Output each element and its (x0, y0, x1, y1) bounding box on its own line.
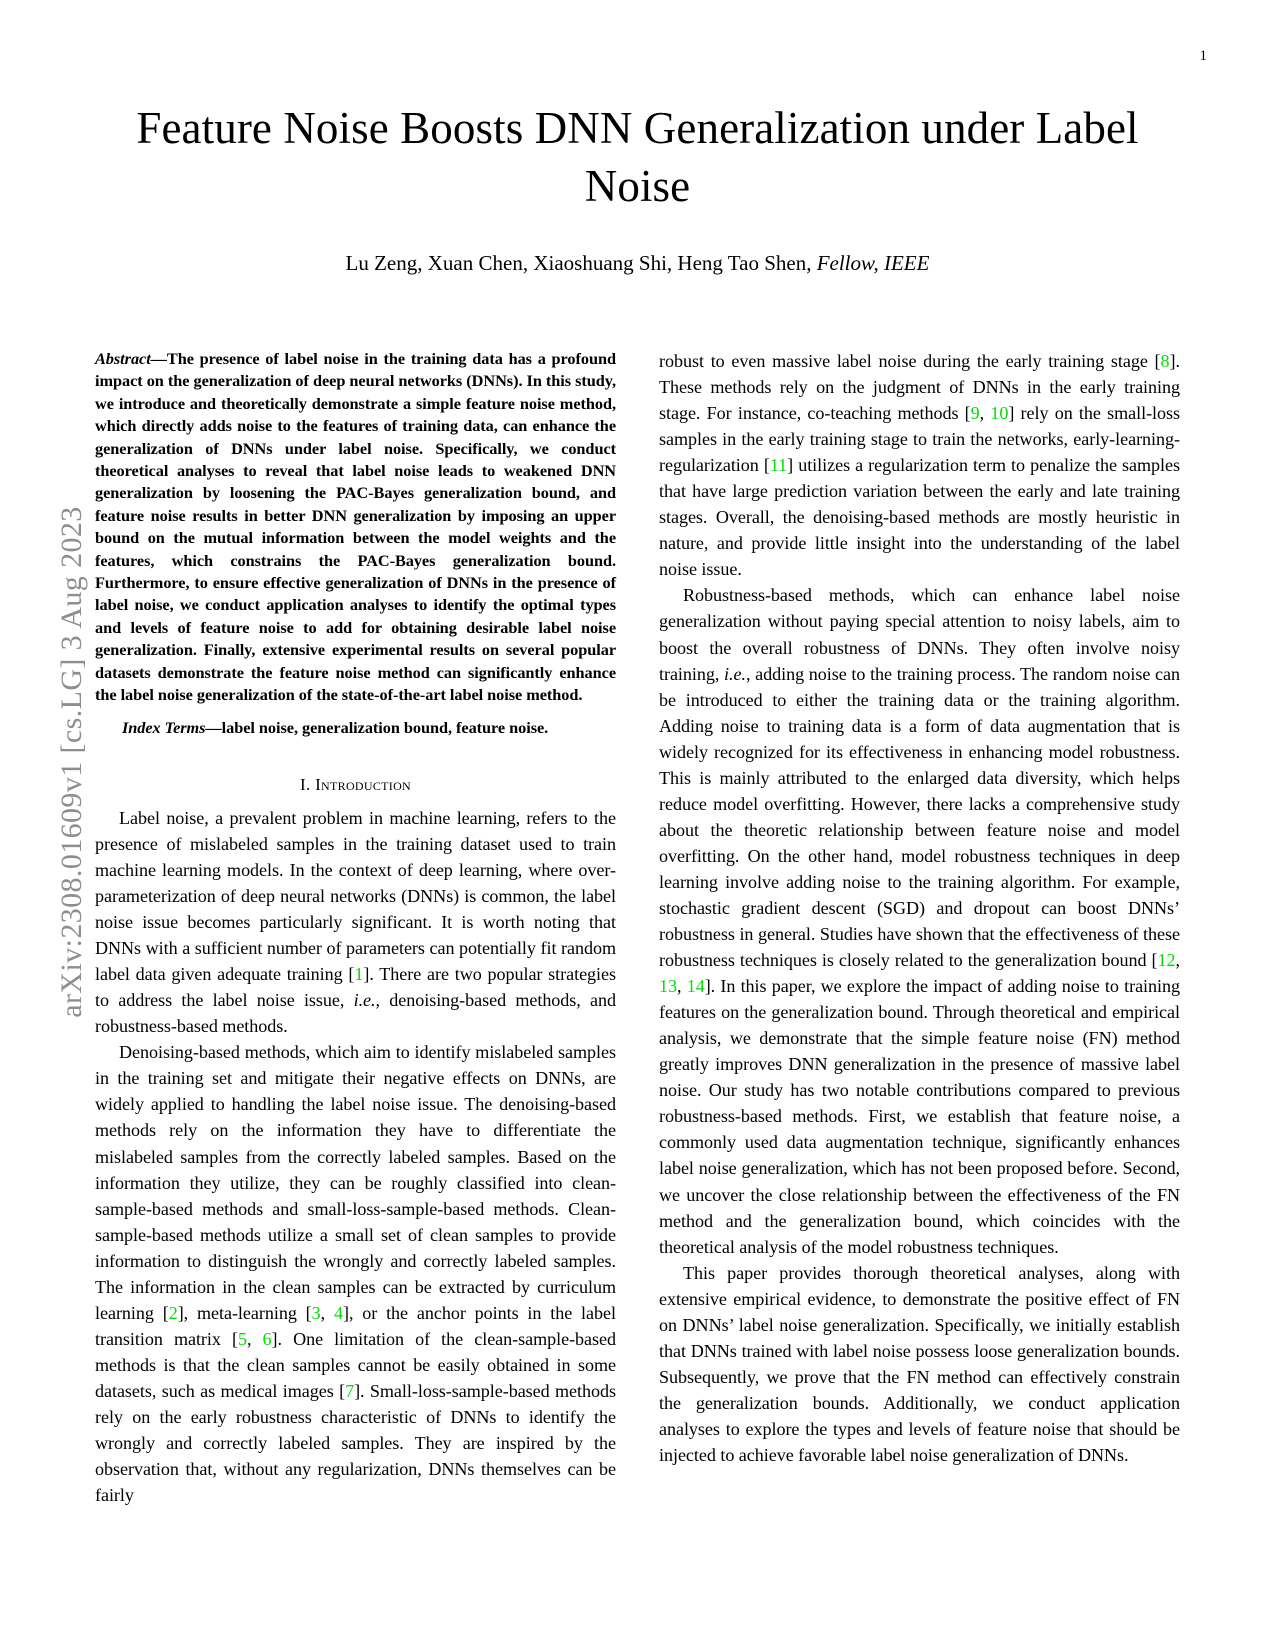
paragraph-text: , (1175, 950, 1180, 971)
citation-link[interactable]: 7 (345, 1380, 355, 1401)
page-number: 1 (1199, 48, 1207, 64)
citation-link[interactable]: 4 (333, 1302, 343, 1323)
citation-link[interactable]: 11 (769, 455, 788, 476)
right-column-paragraphs (659, 348, 1180, 1468)
section-name: Introduction (315, 774, 411, 794)
title-block (105, 100, 1170, 276)
paragraph-text: ]. There are two popular strategies to address the label noise issue, (95, 964, 616, 1011)
body-columns (95, 348, 1180, 1578)
paragraph-text: ]. In this paper, we explore the impact of adding noise to training features on the generalization bound. Through theoretical and empirical analysis, we demonstrate that the simple feature noise (FN) method greatly improves DNN generalization in the presence of massive label noise. Our study has two notable contributions compared to previous robustness-based methods. First, we establish that feature noise, a commonly used data augmentation technique, significantly enhances label noise generalization, which has not been proposed before. Second, we uncover the close relationship between the effectiveness of the FN method and the generalization bound, which coincides with the theoretical analysis of the model robustness techniques. (659, 976, 1180, 1257)
left-column-paragraphs (95, 805, 616, 1508)
body-paragraph (95, 805, 616, 1039)
paragraph-text: Robustness-based methods, which can enhance label noise generalization without paying special attention to noisy labels, aim to boost the overall robustness of DNNs. They often involve noisy training, (659, 585, 1180, 684)
section-heading-introduction (95, 775, 616, 795)
section-numeral: I. (300, 774, 311, 794)
index-terms-paragraph (95, 717, 616, 739)
emphasis-text: i.e., (724, 663, 751, 684)
paragraph-text: ]. These methods rely on the judgment of DNNs in the early training stage. For instance, co-teaching methods [ (659, 351, 1180, 424)
citation-link[interactable]: 9 (970, 403, 980, 424)
paragraph-text: ]. One limitation of the clean-sample-based methods is that the clean samples cannot be easily obtained in some datasets, such as medical images [ (95, 1328, 617, 1401)
index-terms-label: Index Terms (122, 717, 206, 737)
abstract-paragraph (95, 348, 616, 707)
left-column (95, 348, 616, 1578)
arxiv-stamp: arXiv:2308.01609v1 [cs.LG] 3 Aug 2023 (55, 506, 88, 1018)
page-title: Feature Noise Boosts DNN Generalization under Label Noise (136, 103, 1139, 211)
author-list (105, 251, 1170, 276)
citation-link[interactable]: 3 (311, 1302, 321, 1323)
citation-link[interactable]: 6 (262, 1328, 272, 1349)
paragraph-text: , (979, 403, 991, 424)
author-membership: Fellow, IEEE (816, 251, 930, 276)
citation-link[interactable]: 14 (686, 976, 705, 997)
abstract-dash: — (150, 349, 167, 368)
paragraph-text: ] utilizes a regularization term to penalize the samples that have large prediction variation between the early and late training stages. Overall, the denoising-based methods are mostly heuristic in nature, and provide little insight into the understanding of the label noise issue. (659, 455, 1180, 580)
body-paragraph (659, 1260, 1180, 1468)
paragraph-text: This paper provides thorough theoretical analyses, along with extensive empirical evidence, to demonstrate the positive effect of FN on DNNs’ label noise generalization. Specifically, we initially establish that DNNs trained with label noise possess loose generalization bounds. Subsequently, we prove that the FN method can effectively constrain the generalization bounds. Additionally, we conduct application analyses to explore the types and levels of feature noise that should be injected to achieve favorable label noise generalization of DNNs. (659, 1262, 1180, 1465)
paragraph-text: denoising-based methods, and robustness-based methods. (95, 990, 616, 1037)
citation-link[interactable]: 13 (659, 976, 677, 997)
paragraph-text: , (246, 1328, 263, 1349)
body-paragraph (95, 1039, 616, 1508)
paragraph-text: robust to even massive label noise during the early training stage [ (659, 351, 1161, 371)
paragraph-text: ]. Small-loss-sample-based methods rely on the early robustness characteristic of DNNs to identify the wrongly and correctly labeled samples. They are inspired by the observation that, without any regularization, DNNs themselves can be fairly (95, 1380, 616, 1506)
citation-link[interactable]: 8 (1160, 351, 1170, 371)
abstract-label: Abstract (95, 349, 151, 368)
citation-link[interactable]: 2 (168, 1302, 178, 1323)
index-terms-text: label noise, generalization bound, feature noise. (221, 717, 549, 737)
abstract-text: The presence of label noise in the training data has a profound impact on the generalization of deep neural networks (DNNs). In this study, we introduce and theoretically demonstrate a simple feature noise method, which directly adds noise to the features of training data, can enhance the generalization of DNNs under label noise. Specifically, we conduct theoretical analyses to reveal that label noise leads to weakened DNN generalization by loosening the PAC-Bayes generalization bound, and feature noise results in better DNN generalization by imposing an upper bound on the mutual information between the model weights and the features, which constrains the PAC-Bayes generalization bound. Furthermore, to ensure effective generalization of DNNs in the presence of label noise, we conduct application analyses to identify the optimal types and levels of feature noise to add for obtaining desirable label noise generalization. Finally, extensive experimental results on several popular datasets demonstrate the feature noise method can significantly enhance the label noise generalization of the state-of-the-art label noise method. (95, 349, 616, 705)
author-names: Lu Zeng, Xuan Chen, Xiaoshuang Shi, Heng Tao Shen, (345, 251, 817, 276)
paragraph-text: ] rely on the small-loss samples in the early training stage to train the networks, early-learning-regularization [ (659, 403, 1180, 476)
citation-link[interactable]: 10 (990, 403, 1009, 424)
right-column (659, 348, 1180, 1578)
paragraph-text: , (320, 1302, 334, 1323)
citation-link[interactable]: 12 (1157, 950, 1176, 971)
emphasis-text: i.e., (353, 990, 380, 1011)
paragraph-text: Denoising-based methods, which aim to identify mislabeled samples in the training set and mitigate their negative effects on DNNs, are widely applied to handling the label noise issue. The denoising-based methods rely on the information they have to differentiate the mislabeled samples from the correctly labeled samples. Based on the information they utilize, they can be roughly classified into clean-sample-based methods and small-loss-sample-based methods. Clean-sample-based methods utilize a small set of clean samples to provide information to distinguish the wrongly and correctly labeled samples. The information in the clean samples can be extracted by curriculum learning [ (95, 1042, 616, 1323)
body-paragraph (659, 348, 1180, 582)
paragraph-text: ], or the anchor points in the label transition matrix [ (95, 1302, 616, 1349)
paragraph-text: , (677, 976, 687, 997)
index-terms-dash: — (205, 717, 222, 737)
paragraph-text: ], meta-learning [ (177, 1302, 312, 1323)
citation-link[interactable]: 5 (237, 1328, 247, 1349)
paragraph-text: adding noise to the training process. The random noise can be introduced to either the training data or the training algorithm. Adding noise to training data is a form of data augmentation that is widely recognized for its effectiveness in enhancing model robustness. This is mainly attributed to the enlarged data diversity, which helps reduce model overfitting. However, there lacks a comprehensive study about the theoretic relationship between feature noise and model overfitting. On the other hand, model robustness techniques in deep learning involve adding noise to the training algorithm. For example, stochastic gradient descent (SGD) and dropout can boost DNNs’ robustness in general. Studies have shown that the effectiveness of these robustness techniques is closely related to the generalization bound [ (659, 663, 1180, 971)
citation-link[interactable]: 1 (354, 964, 364, 985)
paragraph-text: Label noise, a prevalent problem in machine learning, refers to the presence of mislabeled samples in the training dataset used to train machine learning models. In the context of deep learning, where over-parameterization of deep neural networks (DNNs) is common, the label noise issue becomes particularly significant. It is worth noting that DNNs with a sufficient number of parameters can potentially fit random label data given adequate training [ (95, 807, 616, 985)
body-paragraph (659, 582, 1180, 1259)
